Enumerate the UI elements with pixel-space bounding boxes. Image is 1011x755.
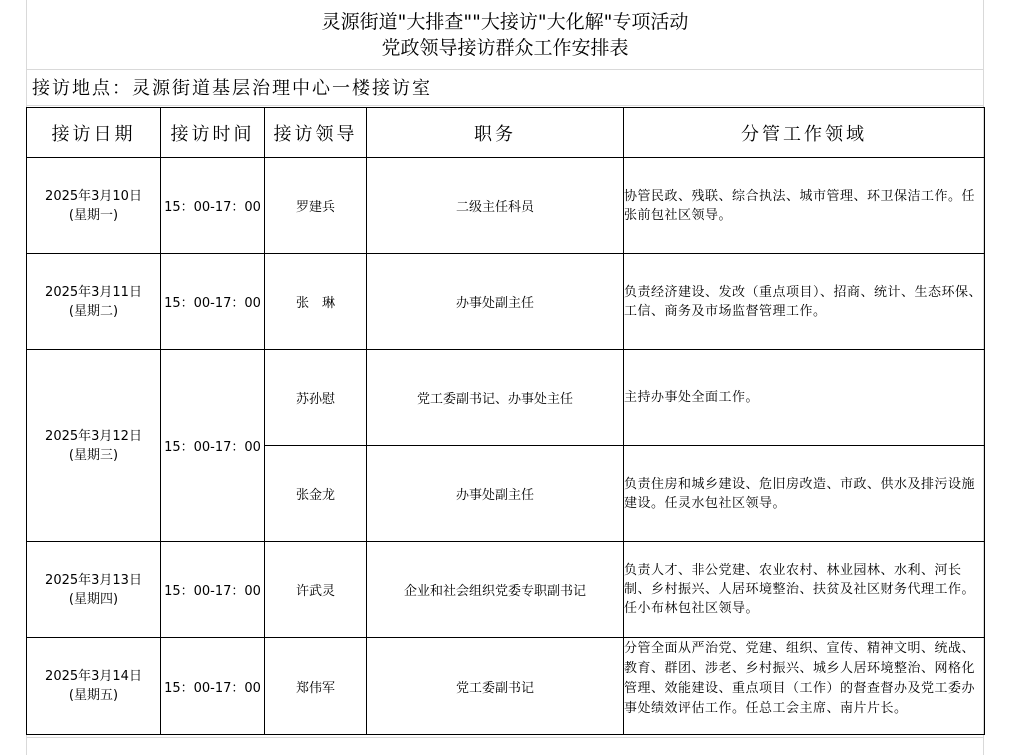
date-cell xyxy=(27,350,161,542)
area-cell: 负责人才、非公党建、农业农村、林业园林、水利、河长制、乡村振兴、人居环境整治、扶贫及社区财务代理工作。任小布林包社区领导。 xyxy=(624,542,985,638)
leader-cell: 郑伟军 xyxy=(265,638,367,735)
schedule-table xyxy=(26,107,985,735)
leader-cell: 张金龙 xyxy=(265,446,367,542)
table-row xyxy=(27,254,985,350)
weekday-text: (星期四) xyxy=(68,591,119,607)
weekday-text: (星期二) xyxy=(68,303,119,319)
divider xyxy=(26,737,984,738)
header-date: 接访日期 xyxy=(27,108,161,158)
date-text: 2025年3月13日 xyxy=(45,572,142,588)
time-cell: 15：00-17：00 xyxy=(161,350,265,542)
position-cell: 党工委副书记、办事处主任 xyxy=(367,350,624,446)
position-cell: 企业和社会组织党委专职副书记 xyxy=(367,542,624,638)
leader-cell: 苏孙慰 xyxy=(265,350,367,446)
header-time: 接访时间 xyxy=(161,108,265,158)
title-block xyxy=(26,0,984,70)
leader-cell: 罗建兵 xyxy=(265,158,367,254)
table-row xyxy=(27,350,985,446)
leader-cell: 张 琳 xyxy=(265,254,367,350)
date-text: 2025年3月14日 xyxy=(45,669,142,684)
date-cell xyxy=(27,542,161,638)
position-cell: 办事处副主任 xyxy=(367,254,624,350)
date-text: 2025年3月10日 xyxy=(45,188,142,204)
time-cell: 15：00-17：00 xyxy=(161,638,265,735)
title-line-2: 党政领导接访群众工作安排表 xyxy=(381,37,629,59)
table-row xyxy=(27,542,985,638)
area-cell: 主持办事处全面工作。 xyxy=(624,350,985,446)
area-cell: 负责住房和城乡建设、危旧房改造、市政、供水及排污设施建设。任灵水包社区领导。 xyxy=(624,446,985,542)
table-row xyxy=(27,158,985,254)
date-cell xyxy=(27,158,161,254)
date-text: 2025年3月11日 xyxy=(45,284,142,300)
time-cell: 15：00-17：00 xyxy=(161,158,265,254)
weekday-text: (星期三) xyxy=(68,447,119,463)
location-label: 接访地点：灵源街道基层治理中心一楼接访室 xyxy=(26,72,984,106)
time-cell: 15：00-17：00 xyxy=(161,254,265,350)
date-text: 2025年3月12日 xyxy=(45,428,142,444)
area-cell: 分管全面从严治党、党建、组织、宣传、精神文明、统战、教育、群团、涉老、乡村振兴、城乡人居环境整治、网格化管理、效能建设、重点项目（工作）的督查督办及党工委办事处绩效评估工作。任总工会主席、南片片长。 xyxy=(624,638,985,735)
position-cell: 办事处副主任 xyxy=(367,446,624,542)
table-row xyxy=(27,638,985,735)
weekday-text: (星期五) xyxy=(68,688,119,703)
header-area: 分管工作领域 xyxy=(624,108,985,158)
title-line-1: 灵源街道"大排查""大接访"大化解"专项活动 xyxy=(321,11,689,33)
date-cell xyxy=(27,638,161,735)
date-cell xyxy=(27,254,161,350)
header-position: 职务 xyxy=(367,108,624,158)
position-cell: 二级主任科员 xyxy=(367,158,624,254)
weekday-text: (星期一) xyxy=(68,207,119,223)
header-leader: 接访领导 xyxy=(265,108,367,158)
header-row xyxy=(27,108,985,158)
area-cell: 协管民政、残联、综合执法、城市管理、环卫保洁工作。任张前包社区领导。 xyxy=(624,158,985,254)
time-cell: 15：00-17：00 xyxy=(161,542,265,638)
position-cell: 党工委副书记 xyxy=(367,638,624,735)
leader-cell: 许武灵 xyxy=(265,542,367,638)
area-cell: 负责经济建设、发改（重点项目）、招商、统计、生态环保、工信、商务及市场监督管理工作。 xyxy=(624,254,985,350)
